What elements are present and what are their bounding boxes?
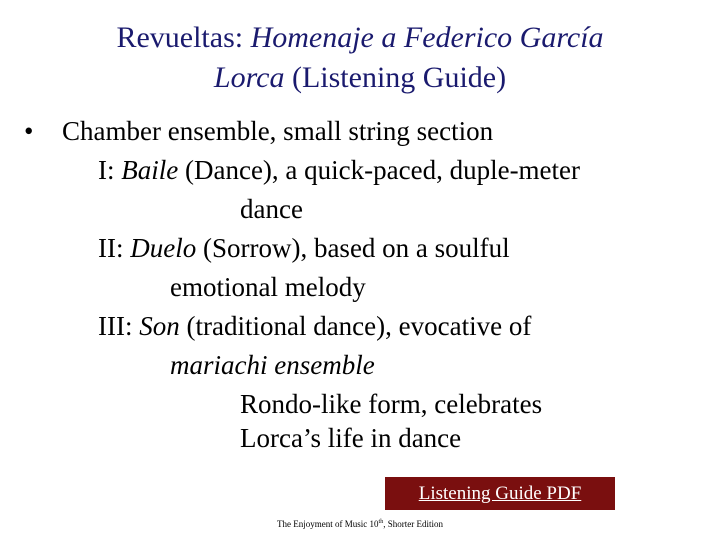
movement-2 bbox=[98, 233, 510, 263]
footer-text: The Enjoyment of Music 10 bbox=[277, 519, 379, 529]
bullet-text bbox=[62, 116, 493, 146]
title-line-2 bbox=[0, 58, 720, 98]
movement-1 bbox=[98, 155, 580, 185]
footer-superscript: th bbox=[378, 519, 384, 525]
movement-2-continued bbox=[170, 272, 366, 302]
movement-2-description-cont: emotional melody bbox=[170, 272, 366, 302]
title-composer: Revueltas: bbox=[116, 21, 251, 54]
movement-3-continued bbox=[170, 350, 375, 380]
movement-2-number: II: bbox=[98, 233, 131, 263]
movement-3-description-cont: mariachi ensemble bbox=[170, 350, 375, 380]
movement-3-description: (traditional dance), evocative of bbox=[179, 311, 532, 341]
movement-2-description: (Sorrow), based on a soulful bbox=[196, 233, 510, 263]
movement-3-note-1 bbox=[240, 389, 542, 419]
movement-1-description-cont: dance bbox=[240, 194, 303, 224]
title-suffix: (Listening Guide) bbox=[284, 61, 507, 94]
listening-guide-link[interactable]: Listening Guide PDF bbox=[418, 482, 582, 504]
movement-2-title: Duelo bbox=[130, 233, 197, 263]
movement-1-description: (Dance), a quick-paced, duple-meter bbox=[178, 155, 581, 185]
movement-3-note-1-text: Rondo-like form, celebrates bbox=[240, 389, 543, 419]
title-work-italic: Homenaje a Federico García bbox=[250, 21, 604, 54]
footer-edition: , Shorter Edition bbox=[383, 519, 443, 529]
bullet-icon: • bbox=[24, 116, 34, 146]
movement-3-title: Son bbox=[139, 311, 180, 341]
title-work-italic-cont: Lorca bbox=[213, 61, 285, 94]
movement-1-continued bbox=[240, 194, 303, 224]
footer-citation bbox=[0, 519, 720, 529]
movement-3 bbox=[98, 311, 531, 341]
movement-3-note-2 bbox=[240, 423, 461, 453]
slide-title bbox=[0, 18, 720, 98]
bullet-label: Chamber ensemble, small string section bbox=[62, 116, 494, 146]
movement-3-note-2-text: Lorca’s life in dance bbox=[240, 423, 462, 453]
movement-1-title: Baile bbox=[121, 155, 179, 185]
title-line-1 bbox=[0, 18, 720, 58]
movement-3-number: III: bbox=[98, 311, 140, 341]
movement-1-number: I: bbox=[98, 155, 122, 185]
listening-guide-button[interactable] bbox=[385, 477, 615, 510]
